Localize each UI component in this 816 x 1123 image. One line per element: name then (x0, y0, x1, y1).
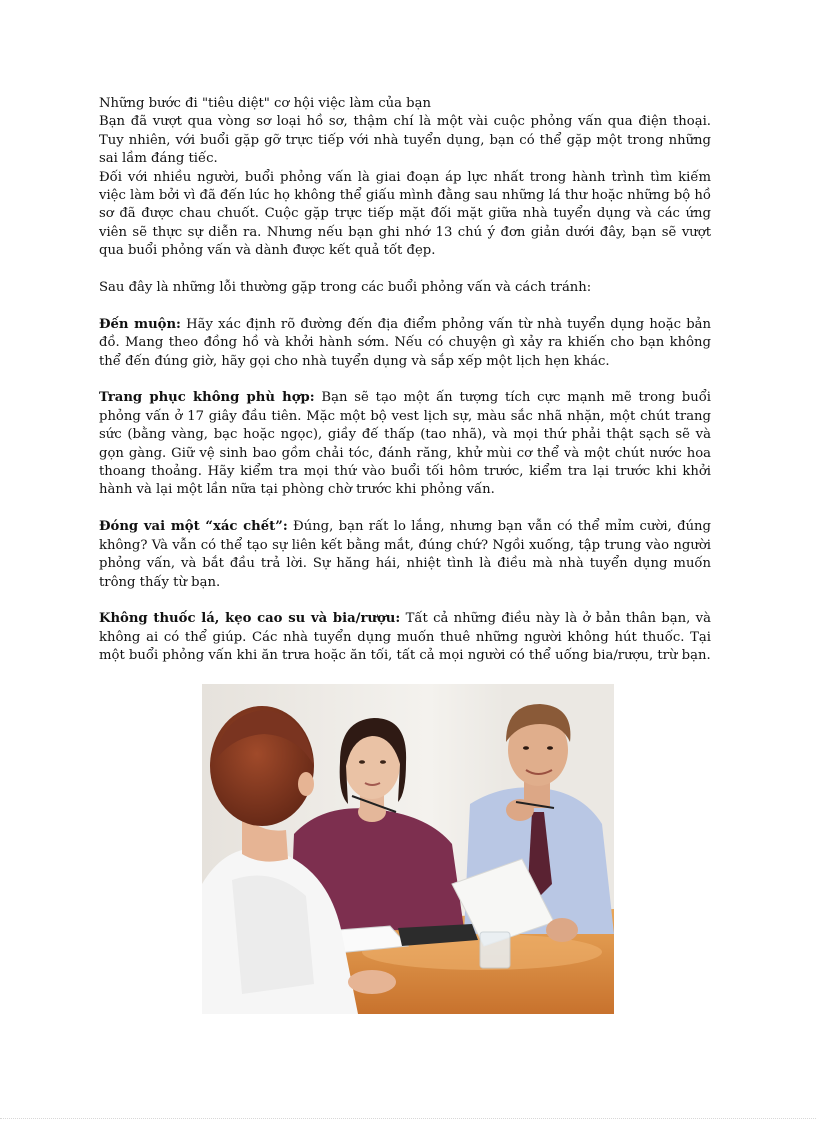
section-heading: Trang phục không phù hợp: (99, 390, 315, 406)
section-no-smoking (99, 610, 711, 665)
job-interview-photo (202, 684, 614, 1014)
section-text: Bạn sẽ tạo một ấn tượng tích cực mạnh mẽ trong buổi phỏng vấn ở 17 giây đầu tiên. Mặc một bộ vest lịch sự, màu sắc nhã nhặn, một chút trang sức (bằng vàng, bạc hoặc ngọc), giầy đế thấp (tao nhã), và mọi thứ phải thật sạch sẽ và gọn gàng. Giữ vệ sinh bao gồm chải tóc, đánh răng, khử mùi cơ thể và một chút nước hoa thoang thoảng. Hãy kiểm tra mọi thứ vào buổi tối hôm trước, kiểm tra lại trước khi khởi hành và lại một lần nữa tại phòng chờ trước khi phỏng vấn. (99, 390, 711, 498)
intro-paragraph-2: Đối với nhiều người, buổi phỏng vấn là giai đoạn áp lực nhất trong hành trình tìm kiếm việc làm bởi vì đã đến lúc họ không thể giấu mình đằng sau những lá thư hoặc những bộ hồ sơ đã được chau chuốt. Cuộc gặp trực tiếp mặt đối mặt giữa nhà tuyển dụng và các ứng viên sẽ thực sự diễn ra. Nhưng nếu bạn ghi nhớ 13 chú ý đơn giản dưới đây, bạn sẽ vượt qua buổi phỏng vấn và dành được kết quả tốt đẹp. (99, 169, 711, 259)
page-bottom-border (0, 1118, 816, 1120)
section-corpse (99, 518, 711, 592)
spacer (99, 500, 711, 518)
spacer (99, 592, 711, 610)
section-text: Hãy xác định rõ đường đến địa điểm phỏng vấn từ nhà tuyển dụng hoặc bản đồ. Mang theo đồng hồ và khởi hành sớm. Nếu có chuyện gì xảy ra khiến cho bạn không thể đến đúng giờ, hãy gọi cho nhà tuyển dụng và sắp xếp một lịch hẹn khác. (99, 316, 712, 369)
section-heading: Đến muộn: (99, 316, 181, 332)
spacer (99, 371, 711, 389)
section-text: Tất cả những điều này là ở bản thân bạn, và không ai có thể giúp. Các nhà tuyển dụng muốn thuê những người không hút thuốc. Tại một buổi phỏng vấn khi ăn trưa hoặc ăn tối, tất cả mọi người có thể uống bia/rượu, trừ bạn. (99, 611, 711, 664)
section-text: Đúng, bạn rất lo lắng, nhưng bạn vẫn có thể mỉm cười, đúng không? Và vẫn có thể tạo sự liên kết bằng mắt, đúng chứ? Ngồi xuống, tập trung vào người phỏng vấn, và bắt đầu trả lời. Sự hăng hái, nhiệt tình là điều mà nhà tuyển dụng muốn trông thấy từ bạn. (99, 519, 711, 590)
document-title: Những bước đi "tiêu diệt" cơ hội việc làm của bạn (99, 96, 431, 111)
section-heading: Không thuốc lá, kẹo cao su và bia/rượu: (99, 611, 401, 627)
section-late (99, 316, 711, 371)
section-heading: Đóng vai một “xác chết”: (99, 519, 288, 535)
spacer (99, 261, 711, 279)
section-attire (99, 389, 711, 499)
document-body (99, 95, 711, 666)
list-intro: Sau đây là những lỗi thường gặp trong các buổi phỏng vấn và cách tránh: (99, 280, 592, 296)
intro-paragraph-1: Bạn đã vượt qua vòng sơ loại hồ sơ, thậm chí là một vài cuộc phỏng vấn qua điện thoại. Tuy nhiên, với buổi gặp gỡ trực tiếp với nhà tuyển dụng, bạn có thể gặp một trong những sai lầm đáng tiếc. (99, 114, 711, 167)
spacer (99, 297, 711, 315)
